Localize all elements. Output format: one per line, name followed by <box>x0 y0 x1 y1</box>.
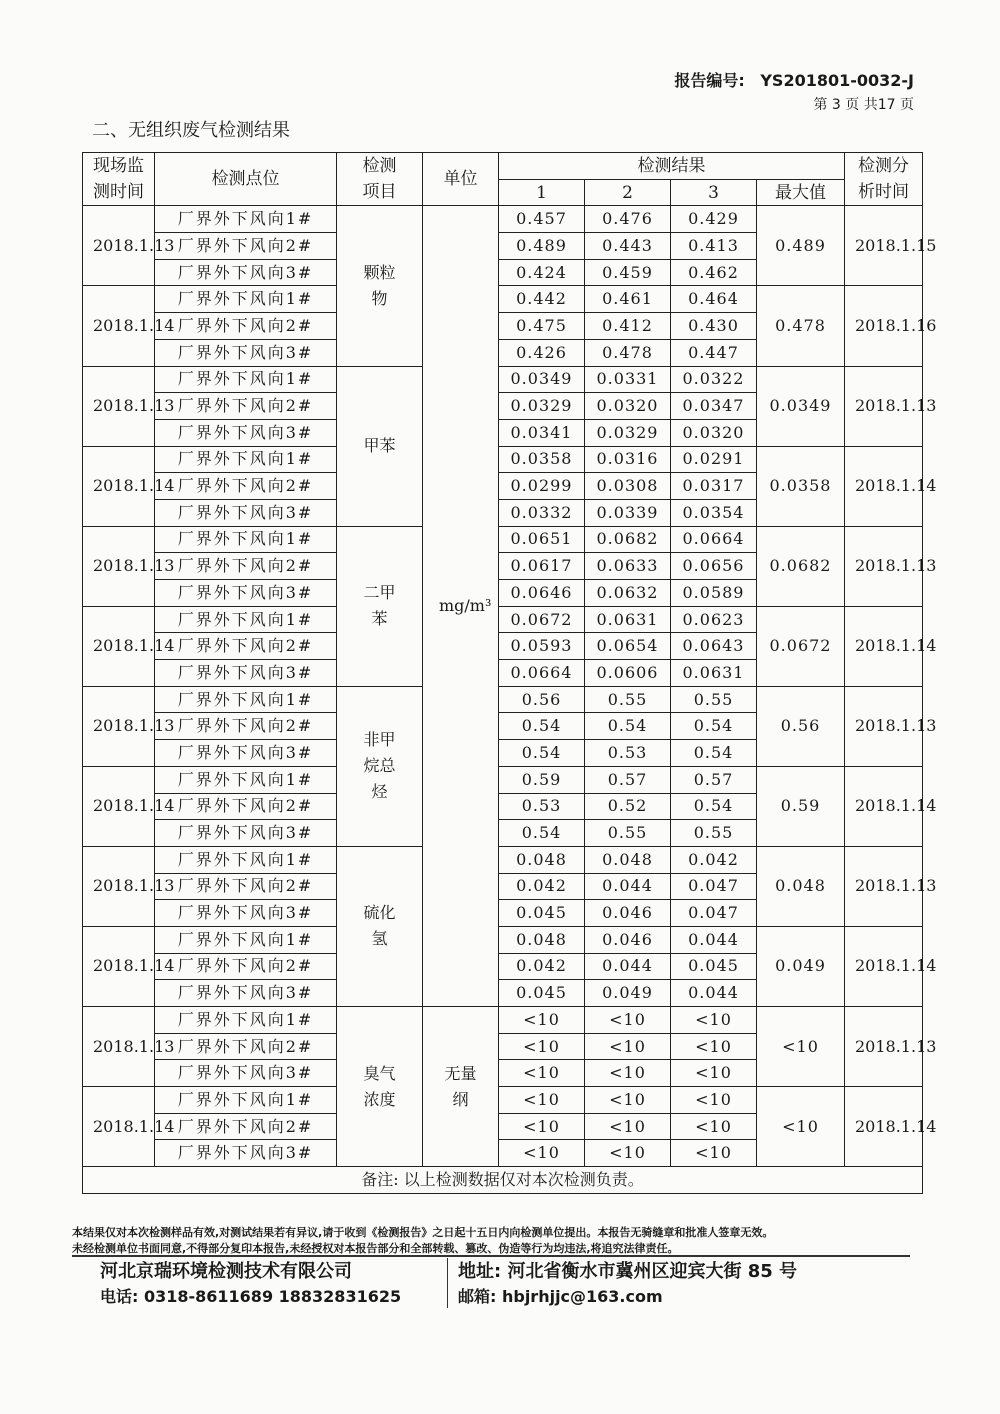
col-unit: 单位 <box>423 153 499 206</box>
result-value: 0.042 <box>499 873 585 900</box>
result-value: 0.0349 <box>499 366 585 393</box>
report-number-value: YS201801-0032-J <box>760 71 914 90</box>
result-value: 0.424 <box>499 259 585 286</box>
col-r1: 1 <box>499 179 585 206</box>
result-value: <10 <box>671 1140 757 1167</box>
analysis-date: 2018.1.16 <box>845 286 923 366</box>
result-value: 0.0320 <box>585 393 671 420</box>
result-value: 0.457 <box>499 206 585 233</box>
sampling-location: 厂界外下风向2# <box>155 873 337 900</box>
analysis-date: 2018.1.13 <box>845 1007 923 1087</box>
result-value: <10 <box>499 1140 585 1167</box>
sampling-location: 厂界外下风向3# <box>155 419 337 446</box>
sampling-location: 厂界外下风向1# <box>155 846 337 873</box>
result-value: <10 <box>499 1007 585 1034</box>
result-value: 0.0320 <box>671 419 757 446</box>
sampling-location: 厂界外下风向2# <box>155 1033 337 1060</box>
result-value: 0.047 <box>671 873 757 900</box>
result-value: 0.048 <box>499 926 585 953</box>
result-value: 0.430 <box>671 313 757 340</box>
result-value: 0.413 <box>671 233 757 260</box>
result-value: 0.044 <box>671 980 757 1007</box>
sampling-location: 厂界外下风向2# <box>155 793 337 820</box>
max-value: 0.048 <box>757 846 845 926</box>
result-value: 0.0672 <box>499 606 585 633</box>
table-row <box>83 766 923 793</box>
result-value: 0.53 <box>499 793 585 820</box>
result-value: 0.0291 <box>671 446 757 473</box>
sampling-date: 2018.1.13 <box>83 366 155 446</box>
analysis-date: 2018.1.15 <box>845 206 923 286</box>
sampling-location: 厂界外下风向1# <box>155 686 337 713</box>
max-value: 0.0349 <box>757 366 845 446</box>
result-value: 0.042 <box>671 846 757 873</box>
result-value: 0.042 <box>499 953 585 980</box>
sampling-location: 厂界外下风向3# <box>155 900 337 927</box>
sampling-date: 2018.1.14 <box>83 926 155 1006</box>
table-row <box>83 206 923 233</box>
company-address: 地址: 河北省衡水市冀州区迎宾大街 85 号 <box>458 1261 798 1282</box>
result-value: 0.442 <box>499 286 585 313</box>
result-value: <10 <box>499 1087 585 1114</box>
sampling-location: 厂界外下风向2# <box>155 1113 337 1140</box>
footer-vertical-divider <box>447 1258 448 1308</box>
analysis-date: 2018.1.13 <box>845 526 923 606</box>
result-value: 0.459 <box>585 259 671 286</box>
result-value: 0.0631 <box>585 606 671 633</box>
sampling-location: 厂界外下风向2# <box>155 313 337 340</box>
result-value: <10 <box>585 1113 671 1140</box>
result-value: 0.59 <box>499 766 585 793</box>
table-row <box>83 366 923 393</box>
analysis-date: 2018.1.13 <box>845 846 923 926</box>
max-value: 0.56 <box>757 686 845 766</box>
result-value: 0.412 <box>585 313 671 340</box>
sampling-location: 厂界外下风向2# <box>155 633 337 660</box>
result-value: <10 <box>671 1060 757 1087</box>
sampling-location: 厂界外下风向1# <box>155 366 337 393</box>
company-name: 河北京瑞环境检测技术有限公司 <box>100 1261 352 1282</box>
result-value: 0.0632 <box>585 580 671 607</box>
result-value: 0.0308 <box>585 473 671 500</box>
sampling-location: 厂界外下风向3# <box>155 339 337 366</box>
result-value: <10 <box>585 1087 671 1114</box>
analysis-date: 2018.1.14 <box>845 606 923 686</box>
result-value: 0.55 <box>671 820 757 847</box>
sampling-location: 厂界外下风向1# <box>155 926 337 953</box>
result-value: 0.0354 <box>671 499 757 526</box>
company-email: 邮箱: hbjrhjjc@163.com <box>458 1287 663 1306</box>
sampling-location: 厂界外下风向1# <box>155 1087 337 1114</box>
result-value: 0.476 <box>585 206 671 233</box>
sampling-date: 2018.1.14 <box>83 1087 155 1167</box>
sampling-location: 厂界外下风向1# <box>155 286 337 313</box>
footer-disclaimer-2: 未经检测单位书面同意,不得部分复印本报告,未经授权对本报告部分和全部转载、篡改、伪造等行为均违法,将追究法律责任。 <box>72 1242 679 1255</box>
page-indicator: 第 3 页 共17 页 <box>813 97 914 113</box>
sampling-location: 厂界外下风向1# <box>155 606 337 633</box>
table-row <box>83 446 923 473</box>
analysis-date: 2018.1.14 <box>845 926 923 1006</box>
result-value: 0.047 <box>671 900 757 927</box>
company-phone: 电话: 0318-8611689 18832831625 <box>100 1287 402 1306</box>
result-value: 0.0299 <box>499 473 585 500</box>
result-value: <10 <box>585 1140 671 1167</box>
result-value: 0.56 <box>499 686 585 713</box>
test-item: 二甲苯 <box>337 526 423 686</box>
result-value: 0.54 <box>671 713 757 740</box>
col-location: 检测点位 <box>155 153 337 206</box>
sampling-date: 2018.1.14 <box>83 766 155 846</box>
sampling-location: 厂界外下风向3# <box>155 980 337 1007</box>
sampling-date: 2018.1.14 <box>83 286 155 366</box>
sampling-date: 2018.1.13 <box>83 686 155 766</box>
sampling-location: 厂界外下风向2# <box>155 953 337 980</box>
result-value: 0.046 <box>585 900 671 927</box>
sampling-location: 厂界外下风向3# <box>155 820 337 847</box>
max-value: 0.0358 <box>757 446 845 526</box>
sampling-location: 厂界外下风向2# <box>155 713 337 740</box>
sampling-location: 厂界外下风向3# <box>155 1060 337 1087</box>
table-row <box>83 1007 923 1034</box>
sampling-location: 厂界外下风向2# <box>155 233 337 260</box>
result-value: 0.55 <box>671 686 757 713</box>
result-value: 0.0654 <box>585 633 671 660</box>
analysis-date: 2018.1.14 <box>845 766 923 846</box>
result-value: 0.0341 <box>499 419 585 446</box>
result-value: 0.044 <box>585 873 671 900</box>
analysis-date: 2018.1.13 <box>845 686 923 766</box>
table-row <box>83 926 923 953</box>
max-value: <10 <box>757 1007 845 1087</box>
unit: mg/m³ <box>423 206 499 1007</box>
sampling-date: 2018.1.13 <box>83 1007 155 1087</box>
result-value: 0.0316 <box>585 446 671 473</box>
result-value: 0.464 <box>671 286 757 313</box>
result-value: 0.0656 <box>671 553 757 580</box>
table-row <box>83 1087 923 1114</box>
result-value: 0.046 <box>585 926 671 953</box>
section-title: 二、无组织废气检测结果 <box>92 120 290 141</box>
result-value: 0.044 <box>671 926 757 953</box>
result-value: 0.0593 <box>499 633 585 660</box>
result-value: <10 <box>671 1033 757 1060</box>
result-value: 0.461 <box>585 286 671 313</box>
result-value: 0.044 <box>585 953 671 980</box>
result-value: 0.57 <box>671 766 757 793</box>
result-value: 0.0317 <box>671 473 757 500</box>
test-item: 甲苯 <box>337 366 423 526</box>
result-value: 0.045 <box>671 953 757 980</box>
sampling-date: 2018.1.14 <box>83 606 155 686</box>
sampling-date: 2018.1.14 <box>83 446 155 526</box>
result-value: <10 <box>671 1113 757 1140</box>
sampling-location: 厂界外下风向3# <box>155 1140 337 1167</box>
result-value: 0.53 <box>585 740 671 767</box>
result-value: <10 <box>585 1060 671 1087</box>
result-value: 0.045 <box>499 980 585 1007</box>
result-value: 0.045 <box>499 900 585 927</box>
result-value: <10 <box>499 1033 585 1060</box>
result-value: 0.478 <box>585 339 671 366</box>
col-time: 现场监测时间 <box>83 153 155 206</box>
table-row <box>83 846 923 873</box>
result-value: 0.0589 <box>671 580 757 607</box>
result-value: 0.54 <box>671 793 757 820</box>
result-value: 0.0329 <box>585 419 671 446</box>
result-value: 0.0332 <box>499 499 585 526</box>
sampling-location: 厂界外下风向1# <box>155 206 337 233</box>
result-value: 0.426 <box>499 339 585 366</box>
analysis-date: 2018.1.14 <box>845 446 923 526</box>
table-note: 备注: 以上检测数据仅对本次检测负责。 <box>83 1167 923 1194</box>
sampling-location: 厂界外下风向1# <box>155 766 337 793</box>
max-value: 0.478 <box>757 286 845 366</box>
result-value: 0.0347 <box>671 393 757 420</box>
table-row <box>83 686 923 713</box>
col-r3: 3 <box>671 179 757 206</box>
col-analysis: 检测分析时间 <box>845 153 923 206</box>
result-value: 0.489 <box>499 233 585 260</box>
unit: 无量纲 <box>423 1007 499 1167</box>
report-number <box>674 68 914 91</box>
sampling-location: 厂界外下风向2# <box>155 553 337 580</box>
sampling-date: 2018.1.13 <box>83 846 155 926</box>
max-value: 0.59 <box>757 766 845 846</box>
result-value: 0.0606 <box>585 660 671 687</box>
result-value: <10 <box>671 1007 757 1034</box>
analysis-date: 2018.1.14 <box>845 1087 923 1167</box>
result-value: 0.0623 <box>671 606 757 633</box>
results-table <box>82 152 937 1194</box>
result-value: <10 <box>499 1113 585 1140</box>
result-value: 0.049 <box>585 980 671 1007</box>
result-value: 0.55 <box>585 820 671 847</box>
max-value: 0.489 <box>757 206 845 286</box>
max-value: 0.049 <box>757 926 845 1006</box>
test-item: 颗粒物 <box>337 206 423 366</box>
footer-disclaimer-1: 本结果仅对本次检测样品有效,对测试结果若有异议,请于收到《检测报告》之日起十五日内向检测单位提出。本报告无骑缝章和批准人签章无效。 <box>72 1226 774 1239</box>
result-value: 0.0331 <box>585 366 671 393</box>
result-value: <10 <box>671 1087 757 1114</box>
table-row <box>83 286 923 313</box>
max-value: <10 <box>757 1087 845 1167</box>
sampling-location: 厂界外下风向3# <box>155 660 337 687</box>
result-value: 0.048 <box>499 846 585 873</box>
result-value: 0.462 <box>671 259 757 286</box>
result-value: 0.54 <box>499 713 585 740</box>
max-value: 0.0672 <box>757 606 845 686</box>
sampling-date: 2018.1.13 <box>83 206 155 286</box>
result-value: 0.0358 <box>499 446 585 473</box>
table-row <box>83 606 923 633</box>
sampling-location: 厂界外下风向1# <box>155 446 337 473</box>
result-value: <10 <box>499 1060 585 1087</box>
result-value: 0.0664 <box>671 526 757 553</box>
result-value: 0.0633 <box>585 553 671 580</box>
result-value: 0.0643 <box>671 633 757 660</box>
max-value: 0.0682 <box>757 526 845 606</box>
col-item: 检测项目 <box>337 153 423 206</box>
result-value: 0.0617 <box>499 553 585 580</box>
test-item: 臭气浓度 <box>337 1007 423 1167</box>
result-value: 0.54 <box>499 740 585 767</box>
result-value: <10 <box>585 1007 671 1034</box>
col-r2: 2 <box>585 179 671 206</box>
result-value: 0.55 <box>585 686 671 713</box>
result-value: 0.52 <box>585 793 671 820</box>
result-value: 0.048 <box>585 846 671 873</box>
result-value: 0.0651 <box>499 526 585 553</box>
result-value: 0.475 <box>499 313 585 340</box>
analysis-date: 2018.1.13 <box>845 366 923 446</box>
result-value: 0.443 <box>585 233 671 260</box>
sampling-location: 厂界外下风向1# <box>155 526 337 553</box>
result-value: 0.0339 <box>585 499 671 526</box>
sampling-location: 厂界外下风向3# <box>155 740 337 767</box>
sampling-location: 厂界外下风向2# <box>155 393 337 420</box>
sampling-location: 厂界外下风向1# <box>155 1007 337 1034</box>
result-value: 0.0322 <box>671 366 757 393</box>
sampling-date: 2018.1.13 <box>83 526 155 606</box>
table-row <box>83 526 923 553</box>
result-value: 0.429 <box>671 206 757 233</box>
result-value: 0.54 <box>585 713 671 740</box>
result-value: 0.57 <box>585 766 671 793</box>
test-item: 硫化氢 <box>337 846 423 1006</box>
result-value: 0.0664 <box>499 660 585 687</box>
report-number-label: 报告编号: <box>674 71 745 90</box>
result-value: <10 <box>585 1033 671 1060</box>
sampling-location: 厂界外下风向3# <box>155 580 337 607</box>
col-max: 最大值 <box>757 179 845 206</box>
result-value: 0.0329 <box>499 393 585 420</box>
result-value: 0.54 <box>499 820 585 847</box>
test-item: 非甲烷总烃 <box>337 686 423 846</box>
result-value: 0.54 <box>671 740 757 767</box>
result-value: 0.0646 <box>499 580 585 607</box>
col-results: 检测结果 <box>499 153 845 180</box>
sampling-location: 厂界外下风向3# <box>155 259 337 286</box>
sampling-location: 厂界外下风向2# <box>155 473 337 500</box>
sampling-location: 厂界外下风向3# <box>155 499 337 526</box>
result-value: 0.0682 <box>585 526 671 553</box>
result-value: 0.0631 <box>671 660 757 687</box>
result-value: 0.447 <box>671 339 757 366</box>
